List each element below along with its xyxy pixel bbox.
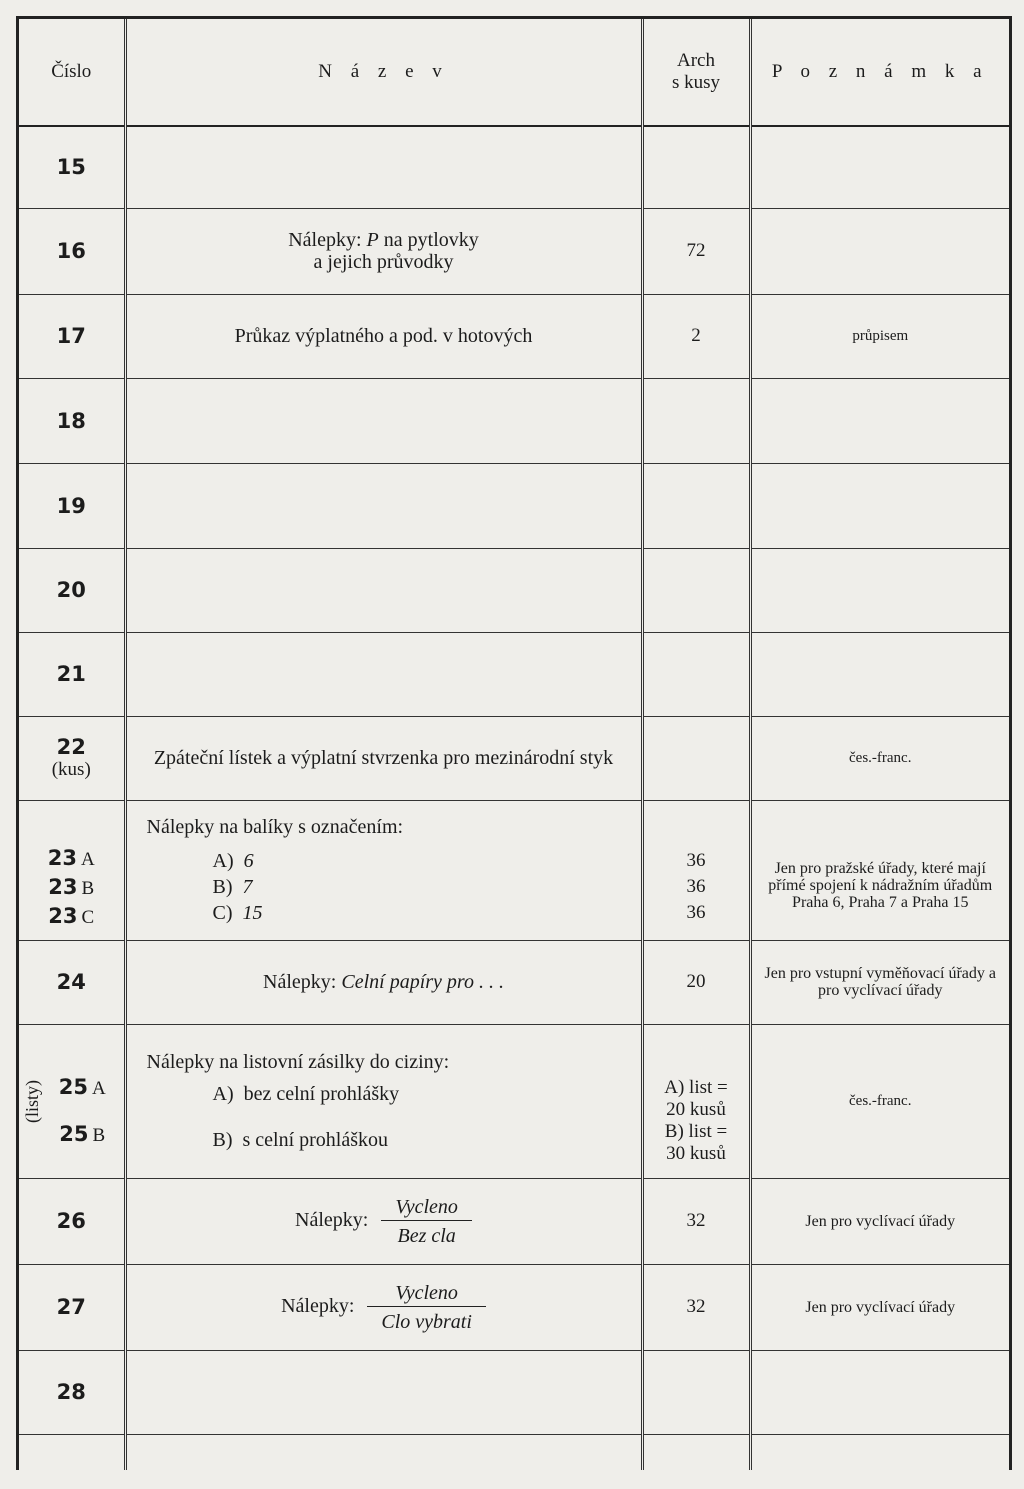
row-note: Jen pro vstupní vyměňovací úřady a pro vyclívací úřady bbox=[750, 940, 1009, 1024]
row-name-line2: a jejich průvodky bbox=[313, 251, 454, 273]
header-name: N á z e v bbox=[125, 19, 642, 126]
row-number bbox=[19, 1024, 125, 1178]
row-number: 24 bbox=[19, 940, 125, 1024]
row-name-title: Nálepky na listovní zásilky do ciziny: bbox=[146, 1051, 450, 1073]
row-note bbox=[750, 463, 1009, 548]
table-row-partial bbox=[19, 1434, 1009, 1470]
header-sheet-line2: s kusy bbox=[671, 72, 721, 93]
table-row bbox=[19, 800, 1009, 940]
row-name bbox=[125, 800, 642, 940]
header-sheet-line1: Arch bbox=[677, 50, 715, 71]
row-note: Jen pro pražské úřady, které mají přímé spojení k nádražním úřadům Praha 6, Praha 7 a Praha 15 bbox=[750, 800, 1009, 940]
row-note bbox=[750, 548, 1009, 632]
table-row bbox=[19, 1350, 1009, 1434]
row-qty bbox=[642, 1350, 750, 1434]
name-prefix: Nálepky: bbox=[281, 1294, 355, 1317]
side-label: (listy) bbox=[21, 1079, 42, 1123]
row-qty: 72 bbox=[642, 208, 750, 294]
row-number: 15 bbox=[19, 126, 125, 208]
row-qty bbox=[642, 378, 750, 463]
qty-25b-line2: 30 kusů bbox=[666, 1143, 726, 1164]
row-name bbox=[125, 548, 642, 632]
header-number: Číslo bbox=[19, 19, 125, 126]
row-note bbox=[750, 126, 1009, 208]
table-row bbox=[19, 463, 1009, 548]
row-number: 18 bbox=[19, 378, 125, 463]
header-sheet bbox=[642, 19, 750, 126]
table-row bbox=[19, 294, 1009, 378]
row-note bbox=[750, 632, 1009, 716]
row-number-23c: 23 C bbox=[48, 903, 95, 928]
option-a: A) bez celní prohlášky bbox=[212, 1083, 400, 1105]
row-number-25a: 25 A bbox=[58, 1075, 106, 1099]
row-number: 17 bbox=[19, 294, 125, 378]
row-name bbox=[125, 940, 642, 1024]
name-italic: P bbox=[366, 229, 379, 251]
table-row bbox=[19, 378, 1009, 463]
row-name bbox=[125, 208, 642, 294]
option-b: B) s celní prohláškou bbox=[212, 1129, 389, 1151]
table-row bbox=[19, 940, 1009, 1024]
row-note bbox=[750, 378, 1009, 463]
name-italic: Celní papíry pro . . . bbox=[341, 971, 504, 993]
row-number: 27 bbox=[19, 1264, 125, 1350]
name-fraction bbox=[367, 1282, 486, 1333]
table-row bbox=[19, 1024, 1009, 1178]
row-qty: 32 bbox=[642, 1264, 750, 1350]
row-name: Průkaz výplatného a pod. v hotových bbox=[125, 294, 642, 378]
row-number-25b: 25 B bbox=[59, 1122, 106, 1146]
row-name: Zpáteční lístek a výplatní stvrzenka pro mezinárodní styk bbox=[125, 716, 642, 800]
fraction-top: Vycleno bbox=[381, 1196, 472, 1221]
row-name bbox=[125, 1350, 642, 1434]
name-prefix: Nálepky: bbox=[295, 1208, 369, 1231]
row-number-23b: 23 B bbox=[48, 874, 95, 899]
fraction-top: Vycleno bbox=[367, 1282, 486, 1307]
row-qty bbox=[642, 632, 750, 716]
ledger-sheet bbox=[16, 16, 1012, 1470]
table-row bbox=[19, 548, 1009, 632]
row-name-title: Nálepky na balíky s označením: bbox=[146, 816, 404, 838]
qty-25a-line2: 20 kusů bbox=[666, 1099, 726, 1120]
row-name bbox=[125, 126, 642, 208]
row-number: 28 bbox=[19, 1350, 125, 1434]
table-row bbox=[19, 632, 1009, 716]
row-qty: 32 bbox=[642, 1178, 750, 1264]
row-number-23a: 23 A bbox=[47, 845, 95, 870]
row-number bbox=[19, 800, 125, 940]
row-number: 16 bbox=[19, 208, 125, 294]
name-prefix: Nálepky: bbox=[263, 971, 342, 993]
row-note: Jen pro vyclívací úřady bbox=[750, 1264, 1009, 1350]
table-row bbox=[19, 126, 1009, 208]
row-note: průpisem bbox=[750, 294, 1009, 378]
name-suffix: na pytlovky bbox=[378, 229, 479, 251]
row-qty bbox=[642, 1024, 750, 1178]
row-number: 20 bbox=[19, 548, 125, 632]
row-name bbox=[125, 463, 642, 548]
row-qty bbox=[642, 716, 750, 800]
table-row bbox=[19, 1178, 1009, 1264]
header-note: P o z n á m k a bbox=[750, 19, 1009, 126]
row-number: 19 bbox=[19, 463, 125, 548]
row-name bbox=[125, 378, 642, 463]
name-fraction bbox=[381, 1196, 472, 1247]
row-note: čes.-franc. bbox=[750, 716, 1009, 800]
row-number bbox=[19, 716, 125, 800]
row-qty bbox=[642, 126, 750, 208]
row-note: čes.-franc. bbox=[750, 1024, 1009, 1178]
row-note bbox=[750, 1350, 1009, 1434]
qty-25a-line1: A) list = bbox=[664, 1077, 728, 1098]
qty-25b-line1: B) list = bbox=[664, 1121, 728, 1142]
row-name bbox=[125, 1264, 642, 1350]
row-number: 21 bbox=[19, 632, 125, 716]
row-note bbox=[750, 208, 1009, 294]
option-c: C) 15 bbox=[212, 902, 263, 924]
row-name bbox=[125, 1178, 642, 1264]
row-number-sub: (kus) bbox=[51, 759, 91, 780]
header-row bbox=[19, 19, 1009, 126]
row-qty bbox=[642, 463, 750, 548]
option-a: A) 6 bbox=[212, 850, 254, 872]
row-qty bbox=[642, 800, 750, 940]
row-note: Jen pro vyclívací úřady bbox=[750, 1178, 1009, 1264]
row-name bbox=[125, 1024, 642, 1178]
row-number-value: 22 bbox=[56, 735, 86, 759]
qty-23a: 36 bbox=[686, 850, 706, 871]
table-row bbox=[19, 208, 1009, 294]
row-name-line1 bbox=[127, 229, 641, 251]
qty-23c: 36 bbox=[686, 902, 706, 923]
row-qty: 2 bbox=[642, 294, 750, 378]
table-row bbox=[19, 716, 1009, 800]
row-number: 26 bbox=[19, 1178, 125, 1264]
table-row bbox=[19, 1264, 1009, 1350]
row-qty bbox=[642, 548, 750, 632]
row-name bbox=[125, 632, 642, 716]
name-prefix: Nálepky: bbox=[288, 229, 367, 251]
row-qty: 20 bbox=[642, 940, 750, 1024]
fraction-bottom: Clo vybrati bbox=[381, 1310, 472, 1333]
qty-23b: 36 bbox=[686, 876, 706, 897]
option-b: B) 7 bbox=[212, 876, 253, 898]
fraction-bottom: Bez cla bbox=[397, 1224, 456, 1247]
ledger-table bbox=[19, 19, 1009, 1470]
